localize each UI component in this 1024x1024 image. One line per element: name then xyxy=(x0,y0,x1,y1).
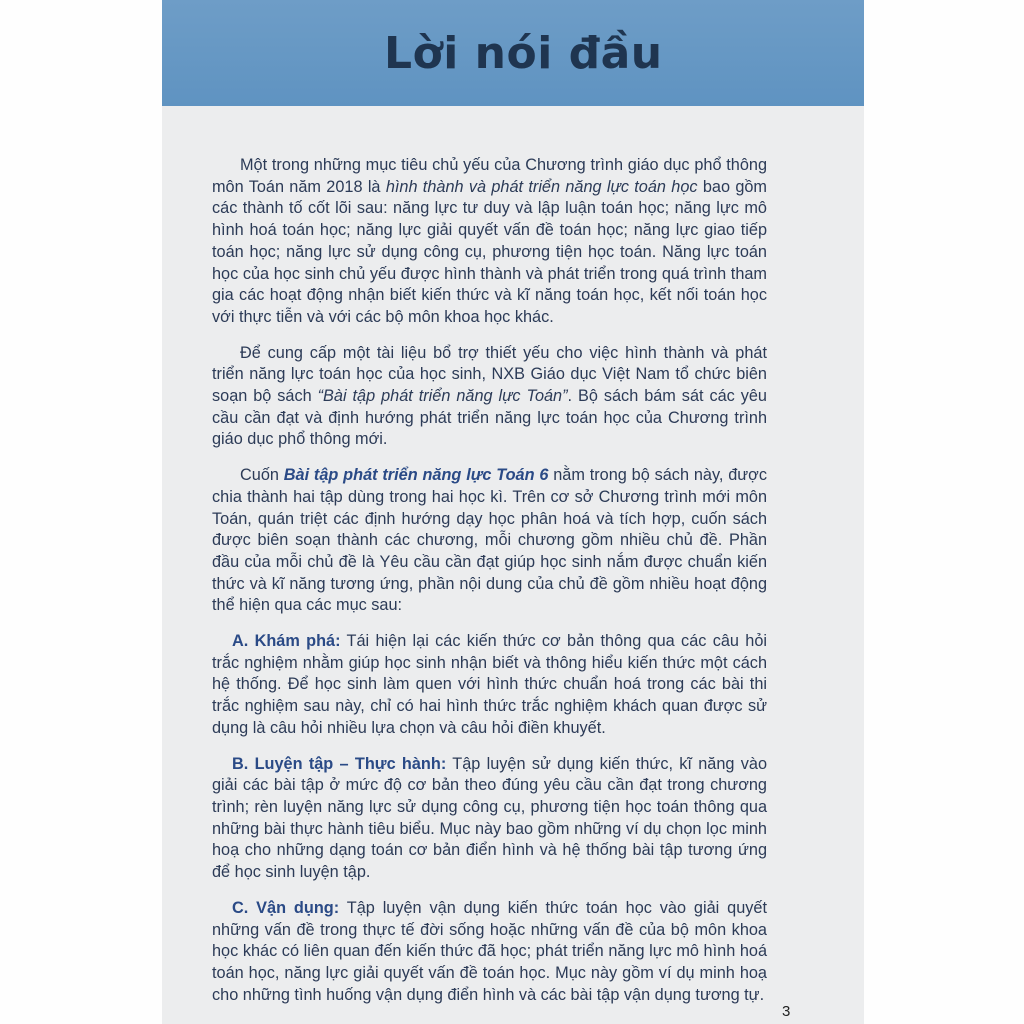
paragraph-2-text-b: . Bộ sách bám sát các yêu cầu cần đạt và định hướng phát triển năng lực toán học của Chương trình giáo dục phổ thông mới. xyxy=(212,387,767,449)
book-page xyxy=(162,0,864,1024)
paragraph-1-text-a: Một trong những mục tiêu chủ yếu của Chương trình giáo dục phổ thông môn Toán năm 2018 là xyxy=(212,156,767,196)
section-c xyxy=(212,898,767,1007)
section-c-text: Tập luyện vận dụng kiến thức toán học vào giải quyết những vấn đề trong thực tế đời sống hoặc những vấn đề của bộ môn khoa học khác có liên quan đến kiến thức đã học; phát triển năng lực mô hình hoá toán học, năng lực giải quyết vấn đề toán học. Mục này gồm ví dụ minh hoạ cho những tình huống vận dụng điển hình và các bài tập vận dụng tương tự. xyxy=(212,898,767,1004)
section-b-text: Tập luyện sử dụng kiến thức, kĩ năng vào giải các bài tập ở mức độ cơ bản theo đúng yêu cầu cần đạt trong chương trình; rèn luyện năng lực sử dụng công cụ, phương tiện học toán thông qua những bài thực hành tiêu biểu. Mục này bao gồm những ví dụ chọn lọc minh hoạ cho những dạng toán cơ bản điển hình và hệ thống bài tập tương ứng để học sinh luyện tập. xyxy=(212,754,768,882)
paragraph-3-text-a: Cuốn xyxy=(240,466,284,485)
paragraph-1-text-b: bao gồm các thành tố cốt lõi sau: năng lực tư duy và lập luận toán học; năng lực mô hình hoá toán học; năng lực giải quyết vấn đề toán học; năng lực giao tiếp toán học; năng lực sử dụng công cụ, phương tiện học toán. Năng lực toán học của học sinh chủ yếu được hình thành và phát triển trong quá trình tham gia các hoạt động nhận biết kiến thức và kĩ năng toán học, kết nối toán học với thực tiễn và với các bộ môn khoa học khác. xyxy=(212,177,767,326)
section-c-label: C. Vận dụng: xyxy=(232,898,340,917)
page-title: Lời nói đầu xyxy=(384,28,663,79)
title-banner xyxy=(162,0,864,106)
paragraph-2-text-a: Để cung cấp một tài liệu bổ trợ thiết yếu cho việc hình thành và phát triển năng lực toán học của học sinh, NXB Giáo dục Việt Nam tổ chức biên soạn bộ sách xyxy=(212,343,767,406)
body-text xyxy=(212,155,767,1020)
section-b-label: B. Luyện tập – Thực hành: xyxy=(232,754,447,773)
book-title-emphasis: Bài tập phát triển năng lực Toán 6 xyxy=(283,466,549,485)
paragraph-3 xyxy=(212,465,767,617)
section-a xyxy=(212,631,767,740)
paragraph-3-text-b: nằm trong bộ sách này, được chia thành hai tập dùng trong hai học kì. Trên cơ sở Chương trình mới môn Toán, quán triệt các định hướng dạy học phân hoá và tích hợp, cuốn sách được biên soạn thành các chương, mỗi chương gồm nhiều chủ đề. Phần đầu của mỗi chủ đề là Yêu cầu cần đạt giúp học sinh nắm được chuẩn kiến thức và kĩ năng tương ứng, phần nội dung của chủ đề gồm nhiều hoạt động thể hiện qua các mục sau: xyxy=(212,466,767,615)
section-a-label: A. Khám phá: xyxy=(232,632,341,651)
page-number: 3 xyxy=(782,1003,791,1020)
paragraph-1 xyxy=(212,155,767,329)
section-a-text: Tái hiện lại các kiến thức cơ bản thông qua các câu hỏi trắc nghiệm nhằm giúp học sinh nhận biết và thông hiểu kiến thức một cách hệ thống. Để học sinh làm quen với hình thức chuẩn hoá trong các bài thi trắc nghiệm sau này, chỉ có hai hình thức trắc nghiệm khách quan được sử dụng là câu hỏi nhiều lựa chọn và câu hỏi điền khuyết. xyxy=(212,632,767,737)
paragraph-1-emphasis: hình thành và phát triển năng lực toán học xyxy=(385,177,698,196)
paragraph-2-emphasis: “Bài tập phát triển năng lực Toán” xyxy=(317,387,568,406)
section-b xyxy=(212,754,767,884)
paragraph-2 xyxy=(212,343,767,452)
